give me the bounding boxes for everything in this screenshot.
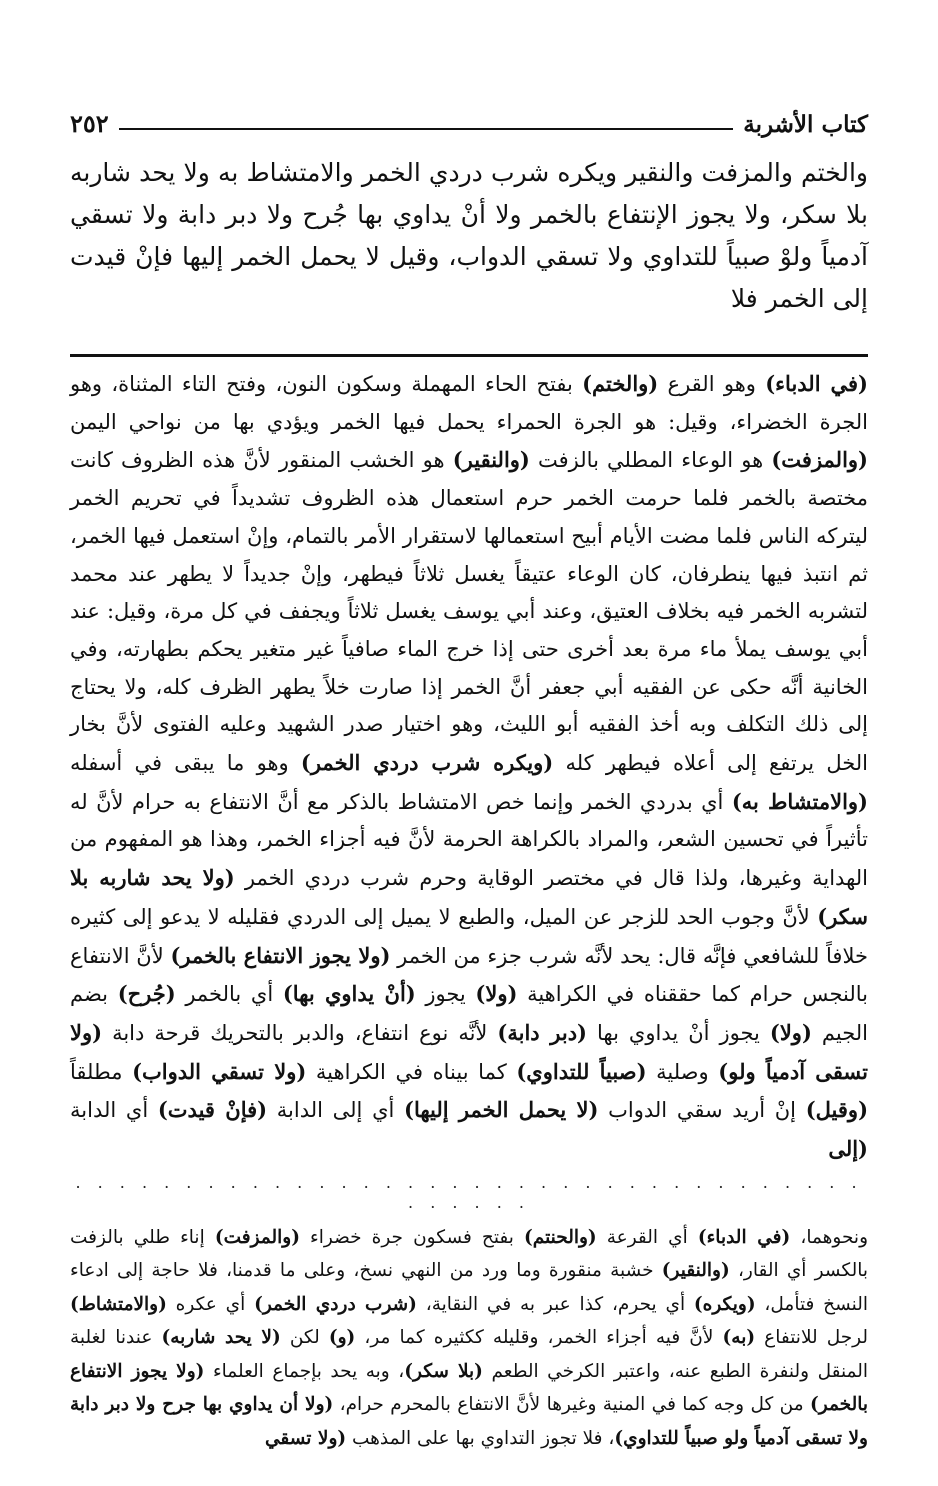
commentary-text: أي عكره xyxy=(166,1293,255,1315)
main-text-paragraph: والختم والمزفت والنقير ويكره شرب دردي الخمر والامتشاط به ولا يحد شاربه بلا سكر، ولا يجوز الإنتفاع بالخمر ولا أنْ يداوي بها جُرح ولا دبر دابة ولا تسقي آدمياً ولوْ صبياً للتداوي ولا تسقي الدواب، وقيل لا يحمل الخمر إليها فإنْ قيدت إلى الخمر فلا xyxy=(70,158,868,313)
quoted-matn-term: (ولا يجوز الانتفاع بالخمر) xyxy=(70,1360,869,1416)
footnote-divider xyxy=(70,354,868,357)
quoted-matn-term: (ولا) xyxy=(475,981,518,1007)
quoted-matn-term: (ولا يجوز الانتفاع بالخمر) xyxy=(170,942,391,968)
quoted-matn-term: (ويكره) xyxy=(693,1293,756,1315)
commentary-text: إناء طلي بالزفت بالكسر أي القار، xyxy=(70,1226,868,1282)
dotted-separator: . . . . . . . . . . . . . . . . . . . . . . . . . . . . . . . . . . . . . . . . . . xyxy=(75,1172,863,1212)
commentary-text: ، فلا تجوز التداوي بها على المذهب xyxy=(346,1427,615,1449)
commentary-text: أي يحرم، كذا عبر به في النقاية، xyxy=(416,1293,694,1315)
quoted-matn-term: (بلا سكر) xyxy=(404,1360,483,1382)
commentary-text: من كل وجه كما في المنية وغيرها لأنَّ الانتفاع بالمحرم حرام، xyxy=(333,1394,810,1416)
quoted-matn-term: (ولا تسقي xyxy=(265,1427,347,1449)
commentary-text: هو الوعاء المطلي بالزفت xyxy=(529,448,772,473)
commentary-text: أي إلى الدابة xyxy=(267,1098,405,1123)
quoted-matn-term: (ولا تسقى آدمياً ولو) xyxy=(70,1019,869,1084)
quoted-matn-term: (دبر دابة) xyxy=(497,1019,587,1045)
commentary-text: لأنَّ وجوب الحد للزجر عن الميل، والطبع لا يميل إلى الدردي فقليله لا يدعو إلى كثيره خلافاً للشافعي فإنَّه قال: يحد لأنَّه شرب جزء من الخمر xyxy=(70,904,868,968)
quoted-matn-term: (والنقير) xyxy=(452,447,530,473)
commentary-text: أي القرعة xyxy=(596,1226,698,1248)
commentary-text: لأنَّ فيه أجزاء الخمر، وقليله ككثيره كما مر، xyxy=(355,1327,723,1349)
quoted-matn-term: (ويكره شرب دردي الخمر) xyxy=(300,750,554,776)
commentary-text: يجوز xyxy=(415,982,476,1007)
page-header xyxy=(70,96,868,138)
quoted-matn-term: (في الدباء) xyxy=(765,371,868,396)
commentary-text: وهو ما يبقى في أسفله xyxy=(70,751,301,776)
quoted-matn-term: (شرب دردي الخمر) xyxy=(254,1293,417,1315)
quoted-matn-term: (إلى xyxy=(828,1136,868,1162)
commentary-text: بفتح الحاء المهملة وسكون النون، وفتح التاء المثناة، وهو الجرة الخضراء، وقيل: هو الجرة الحمراء يحمل فيها الخمر ويؤدي بها من نواحي اليمن xyxy=(70,372,868,434)
commentary-text: بفتح فسكون جرة خضراء xyxy=(299,1226,525,1248)
commentary-text: عندنا لغلبة المنقل ولنفرة الطبع عنه، واعتبر الكرخي الطعم xyxy=(70,1327,868,1382)
quoted-matn-term: (ولا) xyxy=(769,1019,812,1045)
quoted-matn-term: (ولا تسقي الدواب) xyxy=(132,1058,307,1084)
quoted-matn-term: (فإنْ قيدت) xyxy=(157,1097,268,1123)
header-rule xyxy=(119,128,734,130)
commentary-text: وصلية xyxy=(646,1059,719,1084)
commentary-text: يجوز أنْ يداوي بها xyxy=(587,1020,770,1045)
main-text xyxy=(70,152,868,320)
commentary-text: أي بدردي الخمر وإنما خص الامتشاط بالذكر مع أنَّ الانتفاع به حرام لأنَّ له تأثيراً في تحسين الشعر، والمراد بالكراهة الحرمة لأنَّ فيه أجزاء الخمر، وهذا هو المفهوم من الهداية وغيرها، ولذا قال في مختصر الوقاية وحرم شرب دردي الخمر xyxy=(70,789,868,891)
commentary-text: خشبة منقورة وما ورد من النهي نسخ، وعلى ما قدمنا، فلا حاجة إلى ادعاء النسخ فتأمل، xyxy=(70,1260,868,1315)
quoted-matn-term: (أنْ يداوي بها) xyxy=(282,981,416,1007)
quoted-matn-term: (والامتشاط) xyxy=(70,1293,167,1315)
commentary-text: ، وبه يحد بإجماع العلماء xyxy=(204,1360,405,1382)
page-number: ٢٥٢ xyxy=(70,109,109,138)
marginal-gloss xyxy=(70,1221,868,1456)
quoted-matn-term: (وقيل) xyxy=(805,1097,869,1123)
commentary-text: كما بيناه في الكراهية xyxy=(306,1059,517,1084)
quoted-matn-term: (ولا أن يداوي بها جرح ولا دبر دابة ولا تسقى آدمياً ولو صبياً للتداوي) xyxy=(70,1394,868,1449)
quoted-matn-term: (لا يحمل الخمر إليها) xyxy=(404,1097,599,1123)
quoted-matn-term: (والمزفت) xyxy=(214,1226,300,1248)
quoted-matn-term: (والامتشاط به) xyxy=(731,788,868,814)
commentary xyxy=(70,365,868,1169)
commentary-paragraph xyxy=(70,365,868,1169)
quoted-matn-term: (جُرح) xyxy=(117,981,176,1007)
commentary-text: لرجل للانتفاع xyxy=(755,1327,868,1349)
quoted-matn-term: (والمزفت) xyxy=(771,447,868,473)
book-title: كتاب الأشربة xyxy=(743,111,868,138)
book-page xyxy=(70,96,868,1455)
quoted-matn-term: (لا يحد شاربه) xyxy=(161,1327,281,1349)
quoted-matn-term: (صبياً للتداوي) xyxy=(516,1058,647,1084)
quoted-matn-term: (والحنتم) xyxy=(524,1226,597,1248)
quoted-matn-term: (ولا يحد شاربه بلا سكر) xyxy=(70,865,868,929)
quoted-matn-term: (والختم) xyxy=(582,371,659,396)
quoted-matn-term: (به) xyxy=(722,1327,756,1349)
quoted-matn-term: (و) xyxy=(328,1327,356,1349)
quoted-matn-term: (والنقير) xyxy=(661,1260,730,1282)
quoted-matn-term: (في الدباء) xyxy=(697,1226,791,1248)
commentary-text: بضم الجيم xyxy=(70,982,868,1045)
commentary-text: أي بالخمر xyxy=(175,982,283,1007)
commentary-text: وهو القرع xyxy=(658,372,766,396)
commentary-text: إنْ أريد سقي الدواب xyxy=(598,1098,806,1123)
commentary-text: أي الدابة xyxy=(70,1098,158,1123)
commentary-text: ونحوهما، xyxy=(790,1226,868,1248)
commentary-text: لأنَّ الانتفاع بالنجس حرام كما حققناه في الكراهية xyxy=(70,943,868,1007)
commentary-text: مطلقاً xyxy=(70,1059,133,1084)
commentary-text: لكن xyxy=(280,1327,329,1349)
marginal-gloss-paragraph xyxy=(70,1221,868,1456)
commentary-text: هو الخشب المنقور لأنَّ هذه الظروف كانت مختصة بالخمر فلما حرمت الخمر حرم استعمال هذه الظروف تشديداً في تحريم الخمر ليتركه الناس فلما مضت الأيام أبيح استعمالها لاستقرار الأمر بالتمام، وإنْ استعمل فيها الخمر، ثم انتبذ فيها ينطرفان، كان الوعاء عتيقاً يغسل ثلاثاً فيطهر، وإنْ جديداً لا يطهر عند محمد لتشربه الخمر فيه بخلاف العتيق، وعند أبي يوسف يغسل ثلاثاً ويجفف في كل مرة، وقيل: عند أبي يوسف يملأ ماء مرة بعد أخرى حتى إذا خرج الماء صافياً غير متغير يحكم بطهارته، وفي الخانية أنَّه حكى عن الفقيه أبي جعفر أنَّ الخمر إذا صارت خلاً يطهر الظرف كله، ولا يحتاج إلى ذلك التكلف وبه أخذ الفقيه أبو الليث، وهو اختيار صدر الشهيد وعليه الفتوى لأنَّ بخار الخل يرتفع إلى أعلاه فيطهر كله xyxy=(70,448,869,776)
commentary-text: لأنَّه نوع انتفاع، والدبر بالتحريك قرحة دابة xyxy=(102,1020,498,1045)
